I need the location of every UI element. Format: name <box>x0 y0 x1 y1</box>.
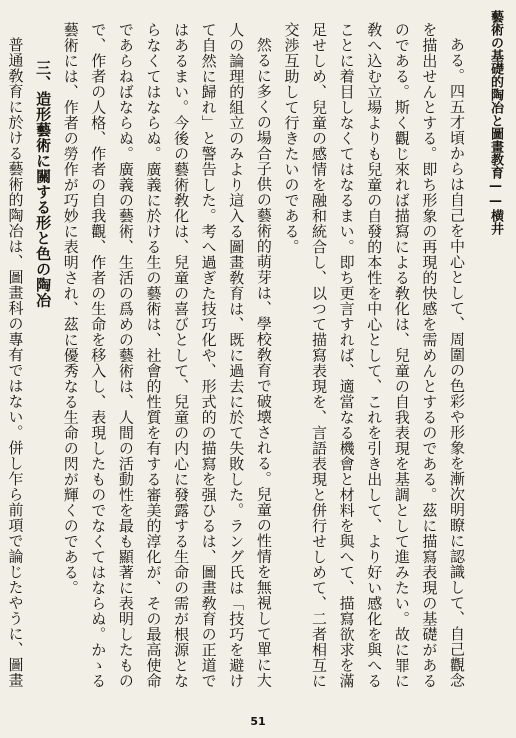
running-header: 藝術の基礎的陶冶と圖畫教育——横井 <box>488 10 503 235</box>
paragraph-2: 然るに多くの場合子供の藝術的萌芽は、學校敎育で破壊される。兒童の性情を無視して單に大人の論理的組立のみより這入る圖畫敎育は、既に過去に於て失敗した。ラング氏は「技巧を避けて自然に歸れ」と警告した。考へ過ぎた技巧化や、形式的の描寫を强ひるは、圖畫敎育の正道ではあるまい。今後の藝術敎化は、兒童の喜びとして、兒童の内心に發露する生命の需が根源とならなくてはならぬ。廣義に於ける生の藝術は、社會的性質を有する審美的淳化が、その最高使命であらねばならぬ。廣義の藝術、生活の爲めの藝術は、人間の活動性を最も顯著に表明したもので、作者の人格、作者の自我觀、作者の生命を移入し、表現したものでなくてはならぬ。かゝる藝術には、作者の勞作が巧妙に表明され、茲に優秀なる生命の閃が輝くのである。 <box>61 22 273 689</box>
page-number: 51 <box>250 715 266 728</box>
paragraph-3: 普通敎育に於ける藝術的陶冶は、圖畫科の專有ではない。併し乍ら前項で論じたやうに、圖畫 <box>6 37 25 688</box>
body-text <box>6 22 470 702</box>
section-title: 造形藝術に關する形と色の陶冶 <box>34 90 53 308</box>
section-heading <box>29 22 57 702</box>
section-number: 三、 <box>34 59 53 91</box>
paragraph-1: ある。四五才頃からは自己を中心として、周圍の色彩や形象を漸次明瞭に認識して、自己觀念を描出せんとする。即ち形象の再現的快感を需めんとするのである。茲に描寫表現の基礎があるのである。斯く觀じ來れば描寫による敎化は、兒童の自我表現を基調として進みたい。故に罪に敎へ込む立場よりも兒童の自發的本性を中心として、これを引き出して、より好い感化を與へることに着目しなくてはなるまい。即ち更言すれば、適當なる機會と材料を與へて、描寫欲求を滿足せしめ、兒童の感情を融和統合し、以つて描寫表現を、言語表現と併行せしめて、二者相互に交渉互助して行きたいのである。 <box>282 22 466 689</box>
